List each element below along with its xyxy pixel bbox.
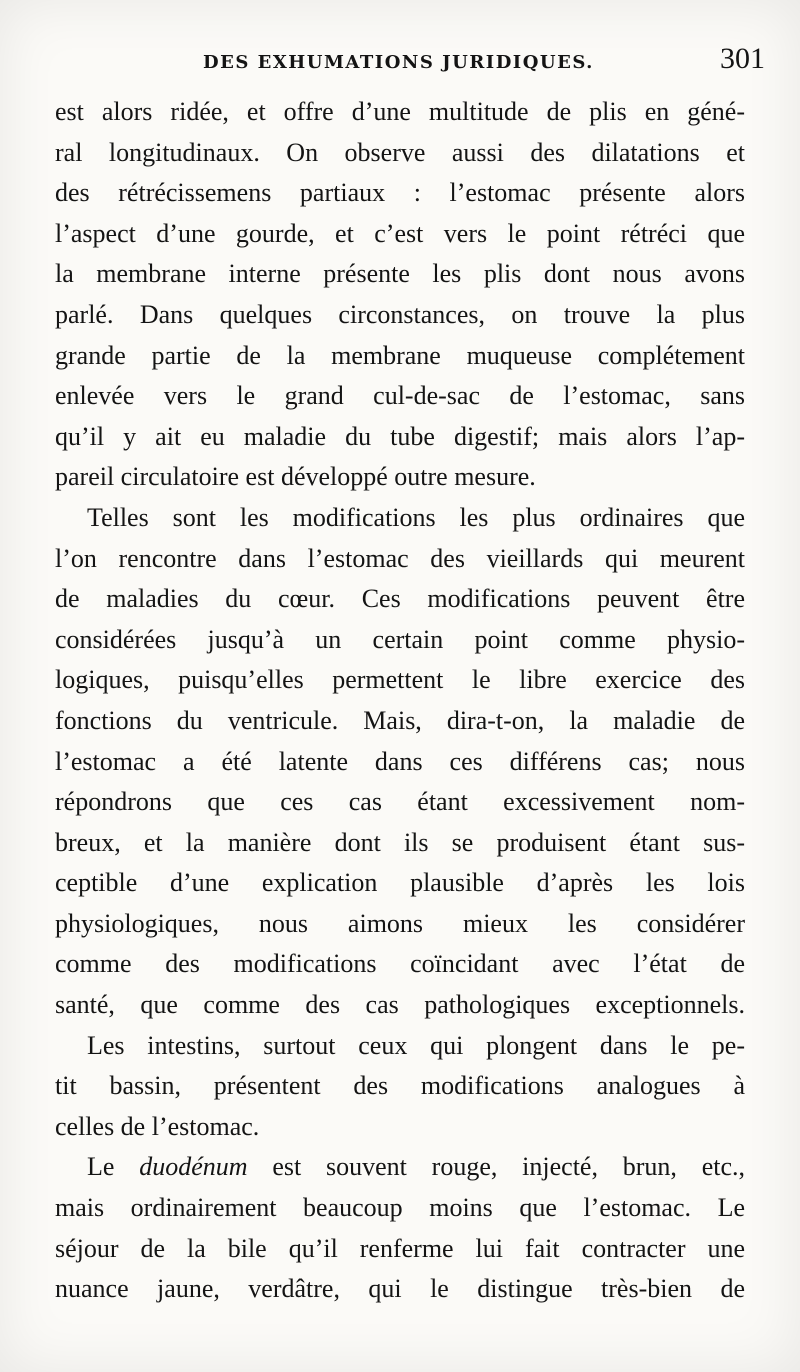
text-line: tit bassin, présentent des modifications analogues à [55,1071,745,1101]
duodenum-italic: duodénum [139,1152,248,1182]
text-line: est alors ridée, et offre d’une multitude de plis en géné- [55,97,745,126]
text-line: fonctions du ventricule. Mais, dira-t-on, la maladie de [55,705,745,735]
text-line: ceptible d’une explication plausible d’après les lois [55,868,745,898]
duodenum-suffix: est souvent rouge, injecté, brun, etc., [247,1152,746,1182]
text-line: mais ordinairement beaucoup moins que l’estomac. Le [55,1193,745,1223]
text-line: nuance jaune, verdâtre, qui le distingue très-bien de [55,1274,745,1304]
text-line: la membrane interne présente les plis dont nous avons [55,259,745,289]
text-line: breux, et la manière dont ils se produisent étant sus- [55,827,745,857]
text-line: qu’il y ait eu maladie du tube digestif; mais alors l’ap- [55,421,745,451]
text-line: comme des modifications coïncidant avec l’état de [55,949,745,979]
text-line: l’aspect d’une gourde, et c’est vers le point rétréci que [55,218,745,248]
text-line: santé, que comme des cas pathologiques exceptionnels. [55,990,745,1020]
text-line: l’on rencontre dans l’estomac des vieillards qui meurent [55,543,745,573]
text-line: des rétrécissemens partiaux : l’estomac présente alors [55,178,745,208]
text-line: celles de l’estomac. [55,1111,260,1141]
text-line: grande partie de la membrane muqueuse complétement [55,340,745,370]
text-line: Telles sont les modifications les plus ordinaires que [87,502,745,532]
page-header [55,42,765,88]
running-head: DES EXHUMATIONS JURIDIQUES. [203,52,594,73]
text-line: parlé. Dans quelques circonstances, on trouve la plus [55,299,745,329]
text-line: pareil circulatoire est développé outre mesure. [55,462,536,492]
text-line: ral longitudinaux. On observe aussi des dilatations et [55,137,745,167]
duodenum-prefix: Le [87,1152,140,1182]
text-line: enlevée vers le grand cul-de-sac de l’estomac, sans [55,381,745,411]
body-text [55,92,745,1310]
text-line: considérées jusqu’à un certain point comme physio- [55,624,745,654]
text-line: physiologiques, nous aimons mieux les considérer [55,908,745,938]
text-line: l’estomac a été latente dans ces différens cas; nous [55,746,745,776]
page-number: 301 [720,42,765,75]
text-line: de maladies du cœur. Ces modifications peuvent être [55,584,745,614]
text-line-duodenum [55,1147,745,1188]
text-line: logiques, puisqu’elles permettent le libre exercice des [55,665,745,695]
text-line: répondrons que ces cas étant excessivement nom- [55,787,745,817]
text-line: séjour de la bile qu’il renferme lui fait contracter une [55,1233,745,1263]
text-line: Les intestins, surtout ceux qui plongent dans le pe- [87,1030,745,1060]
